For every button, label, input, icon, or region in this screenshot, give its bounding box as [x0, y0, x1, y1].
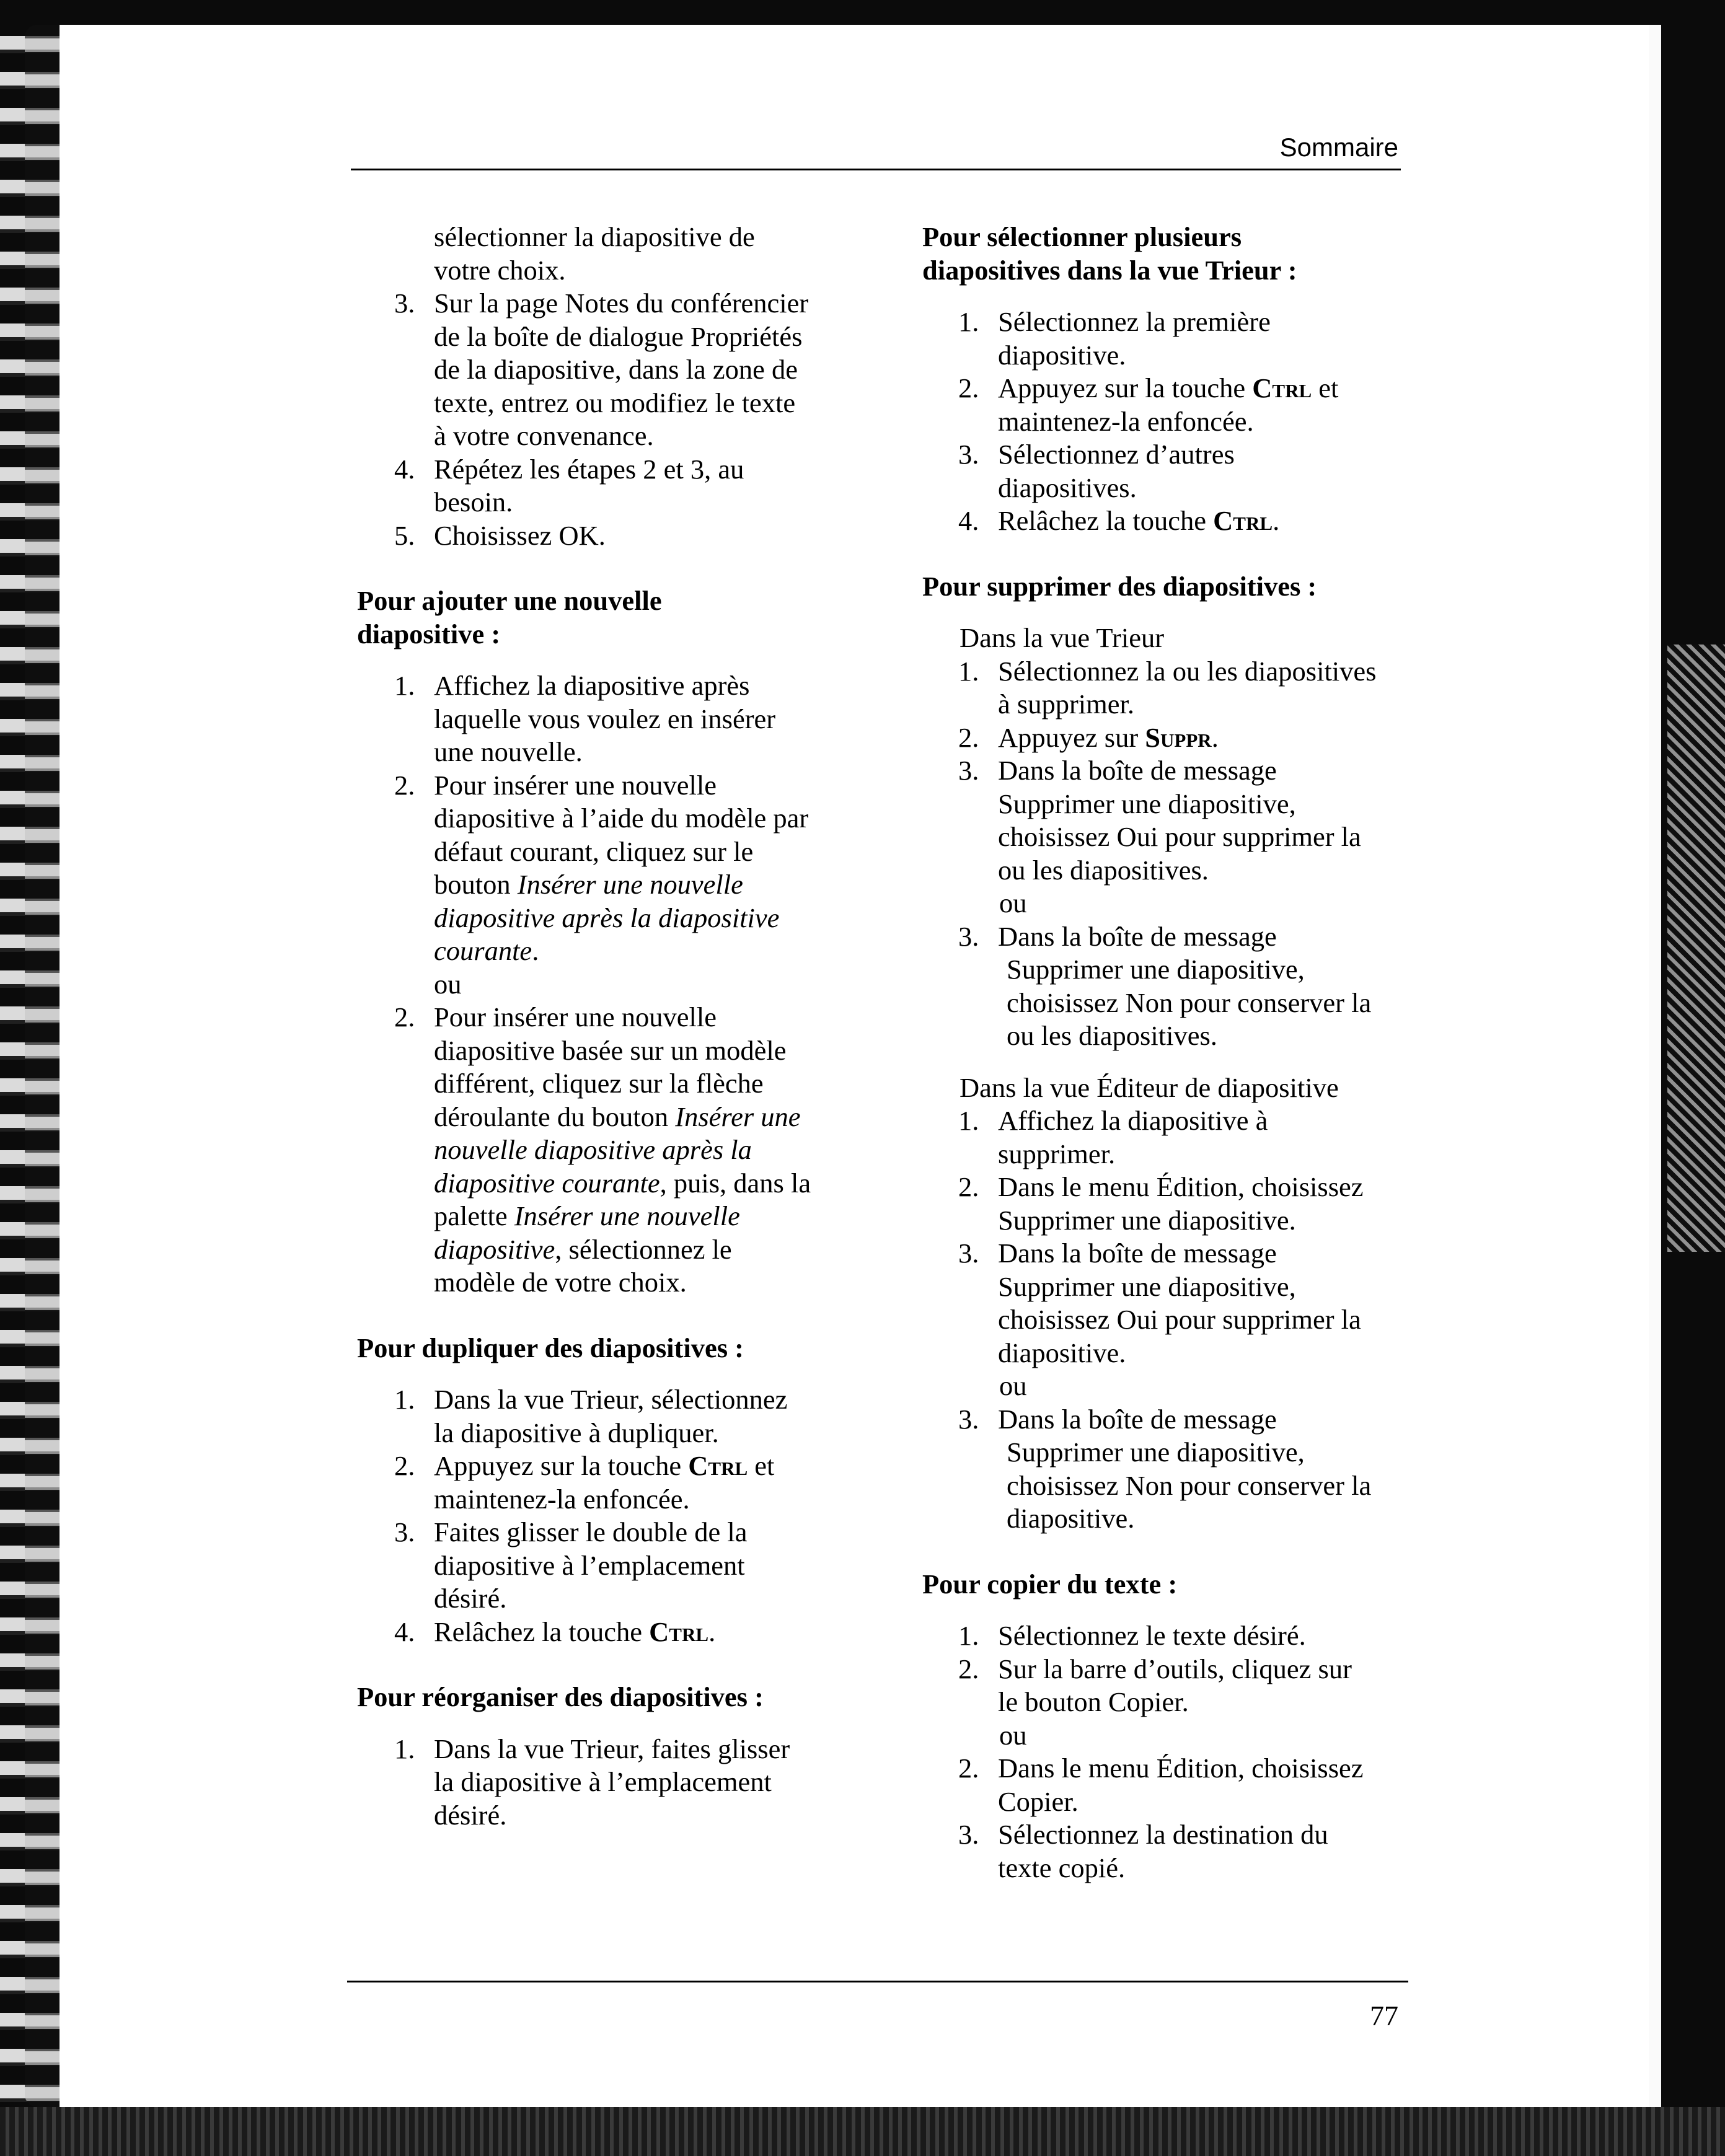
list-item: 1. Affichez la diapositive après laquelle vous voulez en insérer une nouvelle.: [394, 670, 776, 767]
key-name: Ctrl: [688, 1450, 748, 1481]
list-item: 1. Dans la vue Trieur, faites glisser la diapositive à l’emplacement désiré.: [394, 1733, 790, 1831]
list-item: 2. Pour insérer une nouvelle diapositive à l’aide du modèle par défaut courant, cliquez sur le bouton Insérer une nouvelle diapositive après la diapositive courante.: [394, 769, 809, 966]
list-item: 3. Faites glisser le double de la diapositive à l’emplacement désiré.: [394, 1516, 748, 1614]
list-item: 1. Sélectionnez le texte désiré.: [958, 1620, 1306, 1651]
list-item: 1. Sélectionnez la première diapositive.: [958, 306, 1271, 371]
list-item: 2. Appuyez sur la touche Ctrl et maintenez-la enfoncée.: [394, 1450, 775, 1515]
list-item: 3. Sélectionnez d’autres diapositives.: [958, 439, 1235, 503]
list-item: 3. Sur la page Notes du conférencier de la boîte de dialogue Propriétés de la diapositive, dans la zone de texte, entrez ou modifiez le texte à votre convenance.: [394, 288, 809, 451]
list-item: 2. Appuyez sur la touche Ctrl et maintenez-la enfoncée.: [958, 372, 1339, 437]
section-heading: Pour réorganiser des diapositives :: [357, 1681, 764, 1712]
right-column: [922, 221, 1412, 1885]
list-item: 1. Sélectionnez la ou les diapositives à supprimer.: [958, 655, 1377, 719]
section-heading: Pour ajouter une nouvelle diapositive :: [357, 585, 662, 649]
list-item: 3. Dans la boîte de message Supprimer une diapositive, choisissez Non pour conserver la ou les diapositives.: [958, 920, 1372, 1051]
footer-rule: [347, 1981, 1408, 1982]
list-item: 5. Choisissez OK.: [394, 519, 606, 551]
page-edge: [1649, 25, 1661, 2107]
list-item: 3. Dans la boîte de message Supprimer une diapositive, choisissez Oui pour supprimer la diapositive.: [958, 1238, 1361, 1368]
left-column: [357, 221, 853, 1832]
scan-background-right: [1667, 645, 1725, 1252]
scan-background-bottom: [0, 2107, 1725, 2156]
running-header: Sommaire: [1279, 133, 1398, 162]
or-separator: ou: [999, 1719, 1027, 1751]
page-number: 77: [1370, 2000, 1398, 2031]
page-sheet: [60, 25, 1659, 2107]
or-separator: ou: [999, 887, 1027, 918]
key-name: Ctrl: [649, 1616, 709, 1647]
list-item: 2. Sur la barre d’outils, cliquez sur le bouton Copier.: [958, 1653, 1352, 1717]
key-name: Ctrl: [1252, 372, 1312, 403]
list-item: 3. Dans la boîte de message Supprimer une diapositive, choisissez Non pour conserver la diapositive.: [958, 1403, 1372, 1534]
list-item: 2. Appuyez sur Suppr.: [958, 721, 1219, 753]
continuation-line: votre choix.: [434, 254, 566, 286]
section-heading: Pour copier du texte :: [922, 1568, 1178, 1599]
list-item: 2. Dans le menu Édition, choisissez Copier.: [958, 1753, 1364, 1817]
list-item: 4. Relâchez la touche Ctrl.: [958, 505, 1280, 536]
header-rule: [351, 169, 1401, 170]
list-item: 1. Affichez la diapositive à supprimer.: [958, 1105, 1268, 1169]
section-heading: Pour sélectionner plusieurs diapositives dans la vue Trieur :: [922, 221, 1297, 286]
subsection-label: Dans la vue Trieur: [960, 622, 1165, 653]
key-name: Ctrl: [1213, 505, 1273, 536]
list-item: 1. Dans la vue Trieur, sélectionnez la diapositive à dupliquer.: [394, 1384, 788, 1448]
continuation-line: sélectionner la diapositive de: [434, 221, 755, 252]
section-heading: Pour supprimer des diapositives :: [922, 570, 1317, 602]
section-heading: Pour dupliquer des diapositives :: [357, 1332, 744, 1363]
or-separator: ou: [999, 1370, 1027, 1401]
list-item: 3. Sélectionnez la destination du texte copié.: [958, 1819, 1328, 1883]
subsection-label: Dans la vue Éditeur de diapositive: [960, 1071, 1339, 1103]
list-item: 4. Relâchez la touche Ctrl.: [394, 1616, 716, 1647]
key-name: Suppr: [1145, 721, 1212, 753]
list-item: 3. Dans la boîte de message Supprimer une diapositive, choisissez Oui pour supprimer la ou les diapositives.: [958, 755, 1361, 886]
or-separator: ou: [434, 968, 462, 1000]
list-item: 2. Pour insérer une nouvelle diapositive basée sur un modèle différent, cliquez sur la flèche déroulante du bouton Insérer une nouvelle diapositive après la diapositive courante, puis, dans la palette Insérer une nouvelle diapositive, sélectionnez le modèle de votre choix.: [394, 1001, 811, 1298]
list-item: 4. Répétez les étapes 2 et 3, au besoin.: [394, 453, 744, 517]
list-item: 2. Dans le menu Édition, choisissez Supprimer une diapositive.: [958, 1171, 1364, 1236]
